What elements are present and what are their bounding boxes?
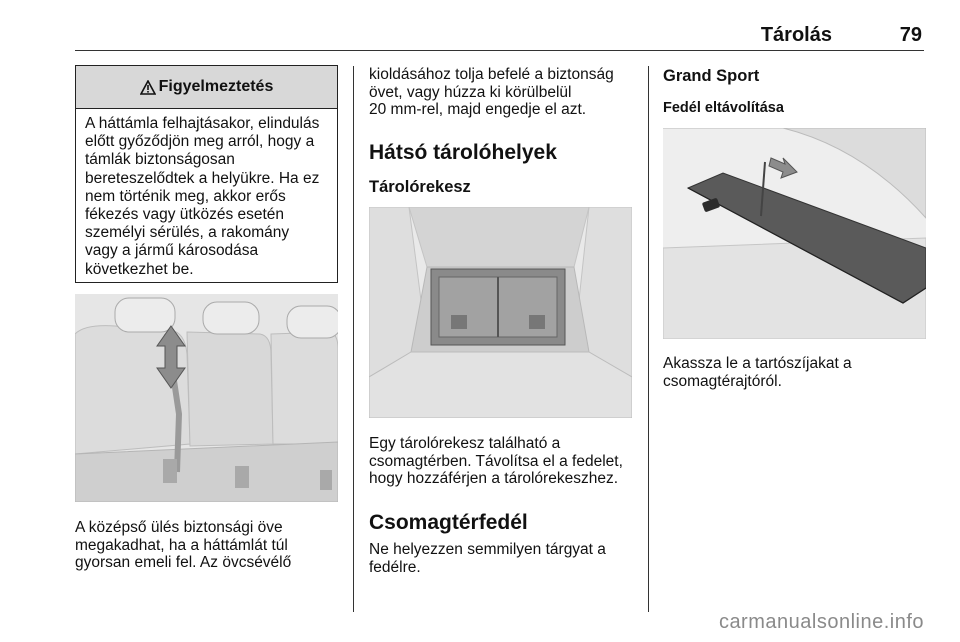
warning-triangle-icon (140, 80, 156, 95)
storage-compartment-illustration (369, 207, 632, 418)
section-title: Tárolás (760, 24, 832, 46)
header-rule (75, 50, 924, 51)
intro-line: 20 mm-rel, majd engedje el azt. (369, 101, 587, 118)
cover-line: Ne helyezzen semmilyen tárgyat a (369, 541, 606, 558)
caption-line: megakadhat, ha a háttámlát túl (75, 536, 288, 554)
warning-line: A háttámla felhajtásakor, elindulás (85, 115, 320, 132)
cover-removal-illustration (663, 128, 926, 339)
caption-line: A középső ülés biztonsági öve (75, 519, 283, 536)
caption-line: Akassza le a tartószíjakat a (663, 355, 852, 372)
rear-seat-illustration (75, 294, 338, 502)
intro-line: övet, vagy húzza ki körülbelül (369, 83, 572, 101)
warning-header (76, 66, 337, 109)
rear-storage-heading: Hátsó tárolóhelyek (369, 141, 557, 164)
cover-line: fedélre. (369, 558, 421, 576)
cover-removal-heading: Fedél eltávolítása (663, 100, 784, 116)
cover-removal-caption (663, 355, 852, 390)
caption-line: gyorsan emeli fel. Az övcsévélő (75, 554, 292, 571)
column-divider-2 (648, 66, 649, 612)
warning-line: fékezés vagy ütközés esetén (85, 206, 285, 224)
warning-title: Figyelmeztetés (158, 78, 274, 95)
warning-line: támlák biztonságosan (85, 151, 235, 169)
storage-compartment-heading: Tárolórekesz (369, 178, 471, 196)
storage-line: hogy hozzáférjen a tárolórekeszhez. (369, 470, 619, 487)
column-divider-1 (353, 66, 354, 612)
storage-line: Egy tárolórekesz található a (369, 435, 561, 452)
seat-belt-caption (75, 519, 291, 572)
warning-line: vagy a jármű károsodása (85, 242, 259, 260)
warning-line: előtt győződjön meg arról, hogy a (85, 133, 315, 151)
warning-line: személyi sérülés, a rakomány (85, 224, 290, 242)
storage-text (369, 435, 623, 488)
load-cover-heading: Csomagtérfedél (369, 511, 528, 534)
warning-text (76, 109, 337, 279)
grand-sport-heading: Grand Sport (663, 67, 760, 85)
warning-line: bereteszelődtek a helyükre. Ha ez (85, 169, 320, 187)
caption-line: csomagtérajtóról. (663, 372, 782, 390)
intro-text (369, 66, 614, 119)
page-number: 79 (899, 24, 922, 46)
load-cover-text (369, 541, 606, 576)
warning-box (75, 65, 338, 283)
storage-line: csomagtérben. Távolítsa el a fedelet, (369, 452, 623, 470)
watermark: carmanualsonline.info (718, 611, 924, 633)
warning-line: nem történik meg, akkor erős (85, 187, 286, 205)
intro-line: kioldásához tolja befelé a biztonság (369, 66, 614, 83)
warning-line: következhet be. (85, 260, 194, 278)
